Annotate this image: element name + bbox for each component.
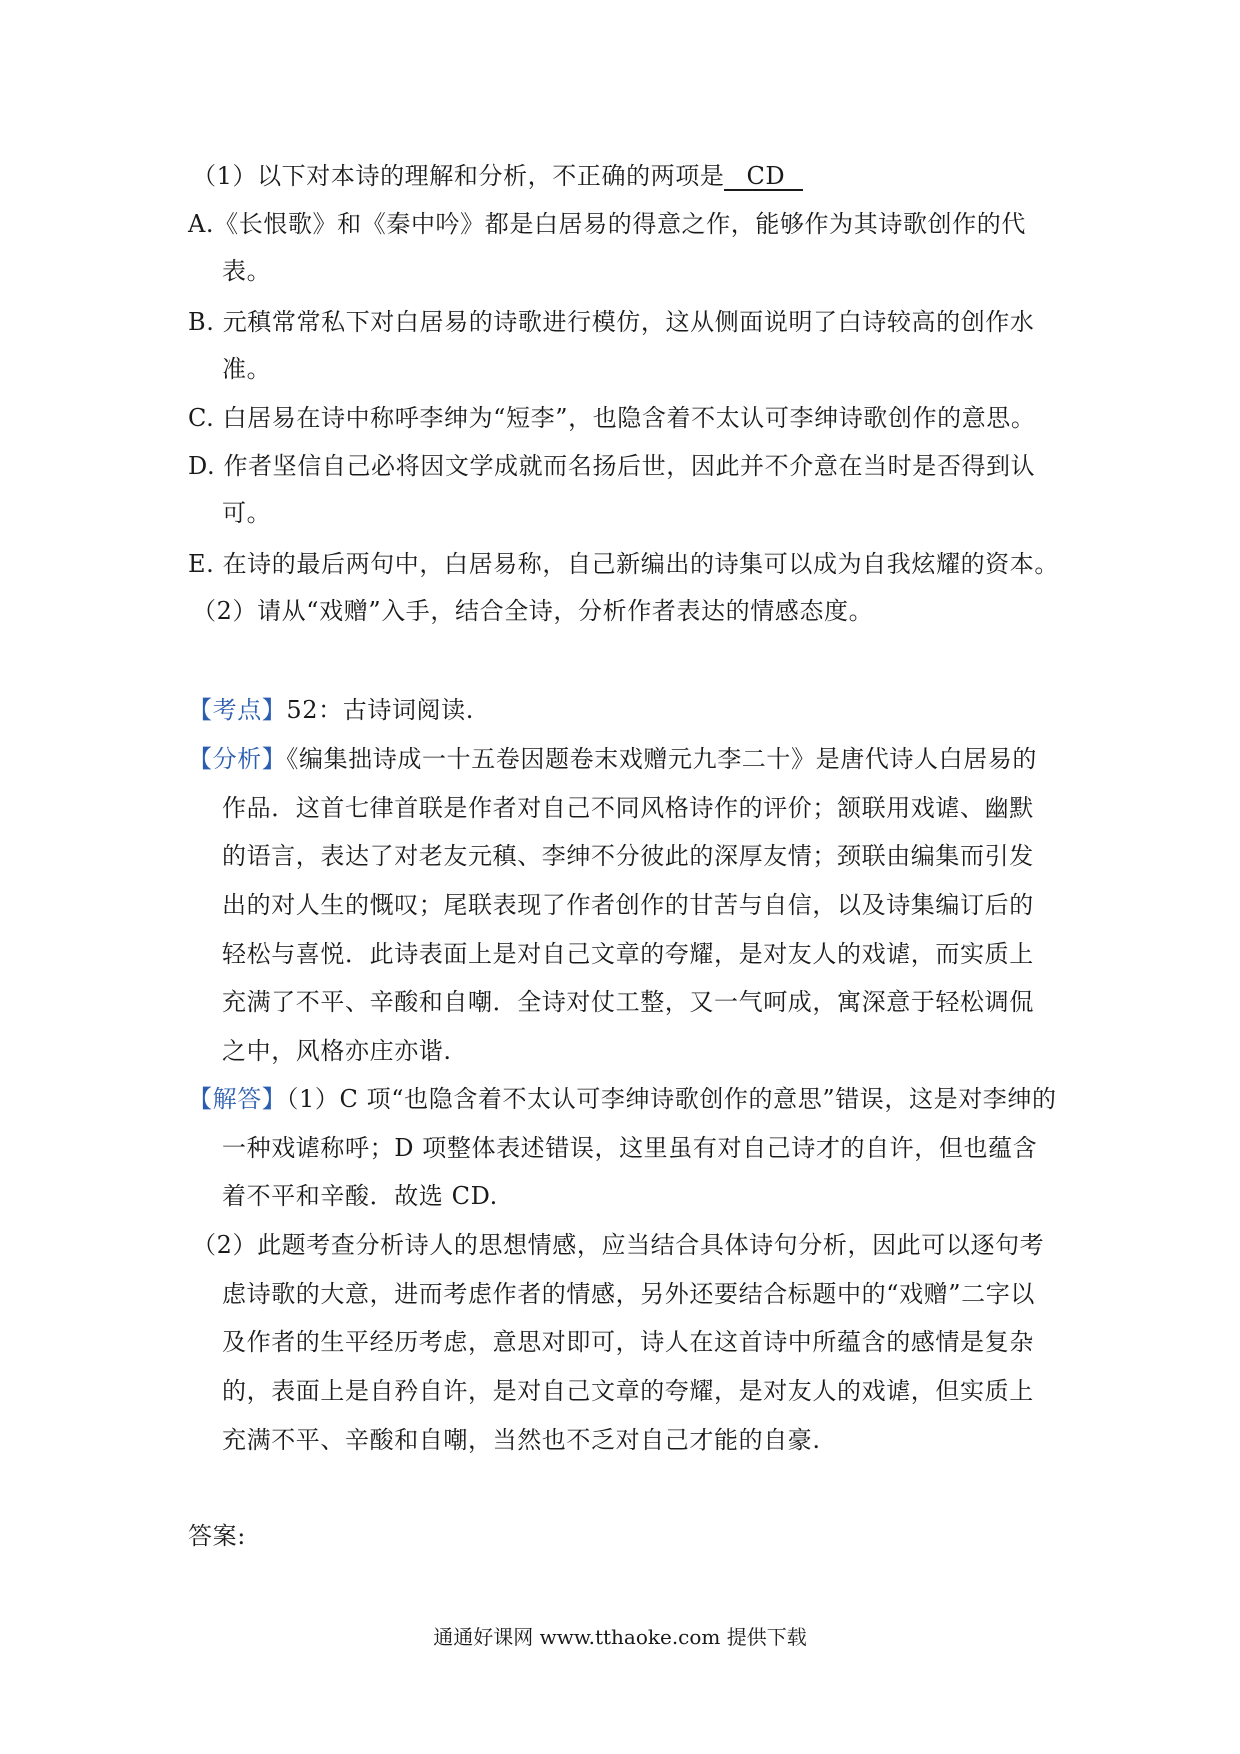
kaodian-text: 52：古诗词阅读. [286,696,474,724]
question-1 [192,160,803,192]
fenxi-section [188,743,1037,775]
question-1-text: （1）以下对本诗的理解和分析，不正确的两项是 [192,162,725,190]
fenxi-line: 充满了不平、辛酸和自嘲．全诗对仗工整，又一气呵成，寓深意于轻松调侃 [222,988,1034,1016]
fenxi-line: 之中，风格亦庄亦谐. [222,1037,452,1065]
option-c: C. 白居易在诗中称呼李绅为“短李”，也隐含着不太认可李绅诗歌创作的意思。 [188,404,1036,432]
jieda-line: 着不平和辛酸．故选 CD. [222,1182,498,1210]
jieda-tag: 【解答】 [188,1085,287,1113]
jieda-line: （2）此题考查分析诗人的思想情感，应当结合具体诗句分析，因此可以逐句考 [192,1231,1045,1259]
question-1-answer-blank: CD [724,163,803,191]
option-d-continuation: 可。 [222,499,272,527]
kaodian-tag: 【考点】 [188,696,287,724]
jieda-line: 一种戏谑称呼；D 项整体表述错误，这里虽有对自己诗才的自许，但也蕴含 [222,1134,1038,1162]
option-a: A.《长恨歌》和《秦中吟》都是白居易的得意之作，能够作为其诗歌创作的代 [188,210,1026,238]
fenxi-line: 轻松与喜悦．此诗表面上是对自己文章的夸耀，是对友人的戏谑，而实质上 [222,940,1034,968]
jieda-line: 及作者的生平经历考虑，意思对即可，诗人在这首诗中所蕴含的感情是复杂 [222,1328,1034,1356]
fenxi-line: 作品．这首七律首联是作者对自己不同风格诗作的评价；颔联用戏谑、幽默 [222,794,1034,822]
page-footer: 通通好课网 www.tthaoke.com 提供下载 [433,1625,807,1649]
jieda-line: 的，表面上是自矜自许，是对自己文章的夸耀，是对友人的戏谑，但实质上 [222,1377,1034,1405]
jieda-line: 充满不平、辛酸和自嘲，当然也不乏对自己才能的自豪. [222,1426,821,1454]
option-d: D. 作者坚信自己必将因文学成就而名扬后世，因此并不介意在当时是否得到认 [188,452,1036,480]
answer-label: 答案: [188,1522,246,1550]
option-a-continuation: 表。 [222,257,272,285]
fenxi-line: 的语言，表达了对老友元稹、李绅不分彼此的深厚友情；颈联由编集而引发 [222,842,1034,870]
fenxi-line: 出的对人生的慨叹；尾联表现了作者创作的甘苦与自信，以及诗集编订后的 [222,891,1034,919]
option-b-continuation: 准。 [222,355,272,383]
option-b: B. 元稹常常私下对白居易的诗歌进行模仿，这从侧面说明了白诗较高的创作水 [188,308,1035,336]
fenxi-line: 《编集拙诗成一十五卷因题卷末戏赠元九李二十》是唐代诗人白居易的 [286,745,1038,773]
kaodian-section [188,694,474,726]
fenxi-tag: 【分析】 [188,745,287,773]
jieda-section [188,1083,1057,1115]
option-e: E. 在诗的最后两句中，白居易称，自己新编出的诗集可以成为自我炫耀的资本。 [188,550,1059,578]
jieda-line: （1）C 项“也隐含着不太认可李绅诗歌创作的意思”错误，这是对李绅的 [286,1085,1057,1113]
question-2: （2）请从“戏赠”入手，结合全诗，分析作者表达的情感态度。 [192,597,874,625]
jieda-line: 虑诗歌的大意，进而考虑作者的情感，另外还要结合标题中的“戏赠”二字以 [222,1280,1035,1308]
